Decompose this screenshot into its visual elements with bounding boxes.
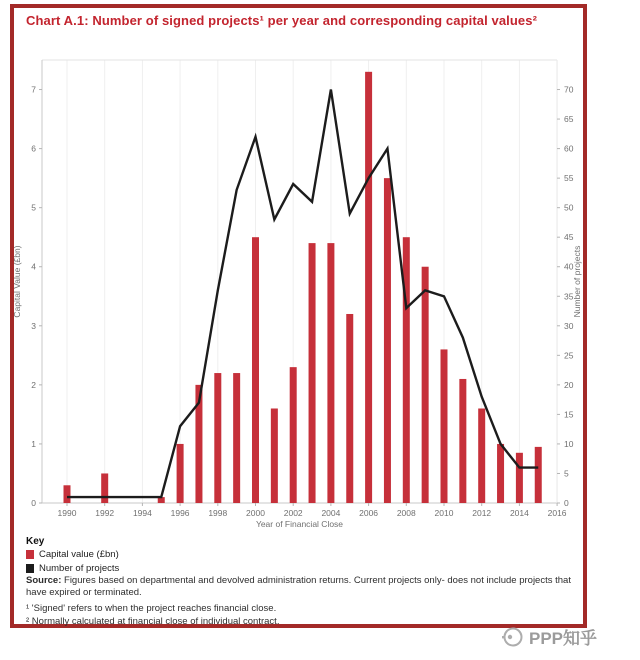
- svg-text:20: 20: [564, 379, 574, 390]
- svg-text:2010: 2010: [434, 508, 454, 518]
- svg-text:7: 7: [31, 84, 36, 95]
- capital-value-swatch-icon: [26, 550, 34, 559]
- key-title: Key: [26, 536, 45, 547]
- projects-line: [67, 90, 538, 498]
- svg-text:6: 6: [31, 143, 36, 154]
- legend-item-number-of-projects: [26, 563, 119, 574]
- watermark: [502, 624, 597, 649]
- svg-text:1: 1: [31, 438, 36, 449]
- watermark-text: PPP知乎: [529, 629, 598, 648]
- bar-1992: [101, 473, 108, 503]
- bar-2006: [365, 72, 372, 503]
- svg-text:5: 5: [31, 202, 36, 213]
- source-text: Figures based on departmental and devolved administration returns. Current projects only- does not include projects that have expired or terminated.: [26, 575, 571, 599]
- svg-text:30: 30: [564, 320, 574, 331]
- bar-2003: [309, 243, 316, 503]
- bar-1990: [64, 485, 71, 503]
- svg-text:25: 25: [564, 350, 574, 361]
- svg-text:1996: 1996: [170, 508, 190, 518]
- source-label: Source:: [26, 575, 62, 586]
- bar-2010: [441, 349, 448, 503]
- bar-2000: [252, 237, 259, 503]
- svg-text:2004: 2004: [321, 508, 341, 518]
- legend-label-number-of-projects: Number of projects: [39, 563, 120, 574]
- svg-text:15: 15: [564, 409, 574, 420]
- y-axis-left-ticks: [31, 85, 42, 508]
- svg-text:45: 45: [564, 232, 574, 243]
- svg-text:Capital Value (£bn): Capital Value (£bn): [12, 245, 22, 318]
- chart-key: [26, 536, 119, 577]
- svg-text:2000: 2000: [246, 508, 265, 518]
- svg-text:65: 65: [564, 114, 574, 125]
- svg-text:0: 0: [564, 498, 569, 508]
- bar-2007: [384, 178, 391, 503]
- svg-text:1998: 1998: [208, 508, 228, 518]
- watermark-logo-icon: [502, 626, 524, 648]
- bar-2012: [478, 408, 485, 503]
- svg-text:2: 2: [31, 379, 36, 390]
- capital-value-bars: [64, 72, 542, 503]
- source-note: [26, 575, 576, 600]
- svg-text:5: 5: [564, 468, 569, 479]
- bar-2001: [271, 408, 278, 503]
- axis-titles: [12, 245, 582, 529]
- bar-1999: [233, 373, 240, 503]
- svg-text:4: 4: [31, 261, 36, 272]
- bar-2008: [403, 237, 410, 503]
- bar-2009: [422, 267, 429, 503]
- svg-text:2008: 2008: [396, 508, 416, 518]
- svg-text:2014: 2014: [509, 508, 529, 518]
- footnote-2: ² Normally calculated at financial close of individual contract.: [26, 616, 280, 627]
- svg-text:40: 40: [564, 261, 574, 272]
- svg-text:1994: 1994: [132, 508, 152, 518]
- svg-text:3: 3: [31, 320, 36, 331]
- chart-title: Chart A.1: Number of signed projects¹ per year and corresponding capital values²: [26, 13, 538, 28]
- bar-2002: [290, 367, 297, 503]
- bar-2013: [497, 444, 504, 503]
- svg-text:1990: 1990: [57, 508, 77, 518]
- bar-2011: [459, 379, 466, 503]
- bar-1998: [214, 373, 221, 503]
- svg-text:35: 35: [564, 291, 574, 302]
- svg-text:2012: 2012: [472, 508, 492, 518]
- legend-item-capital-value: [26, 549, 119, 560]
- bar-1996: [177, 444, 184, 503]
- x-axis-ticks: [58, 503, 567, 518]
- bar-2004: [327, 243, 334, 503]
- svg-text:2002: 2002: [283, 508, 303, 518]
- svg-text:2016: 2016: [547, 508, 567, 518]
- footnote-1: ¹ 'Signed' refers to when the project reaches financial close.: [26, 603, 277, 614]
- svg-text:Number of projects: Number of projects: [572, 245, 582, 318]
- svg-text:60: 60: [564, 143, 574, 154]
- bar-2005: [346, 314, 353, 503]
- svg-text:55: 55: [564, 173, 574, 184]
- svg-text:50: 50: [564, 202, 574, 213]
- bar-2014: [516, 453, 523, 503]
- svg-text:2006: 2006: [359, 508, 379, 518]
- svg-text:0: 0: [31, 498, 36, 508]
- bar-2015: [535, 447, 542, 503]
- legend-label-capital-value: Capital value (£bn): [39, 549, 119, 560]
- svg-text:1992: 1992: [95, 508, 115, 518]
- svg-text:10: 10: [564, 438, 574, 449]
- svg-text:Year of Financial Close: Year of Financial Close: [255, 519, 344, 529]
- projects-swatch-icon: [26, 564, 34, 573]
- svg-text:70: 70: [564, 84, 574, 95]
